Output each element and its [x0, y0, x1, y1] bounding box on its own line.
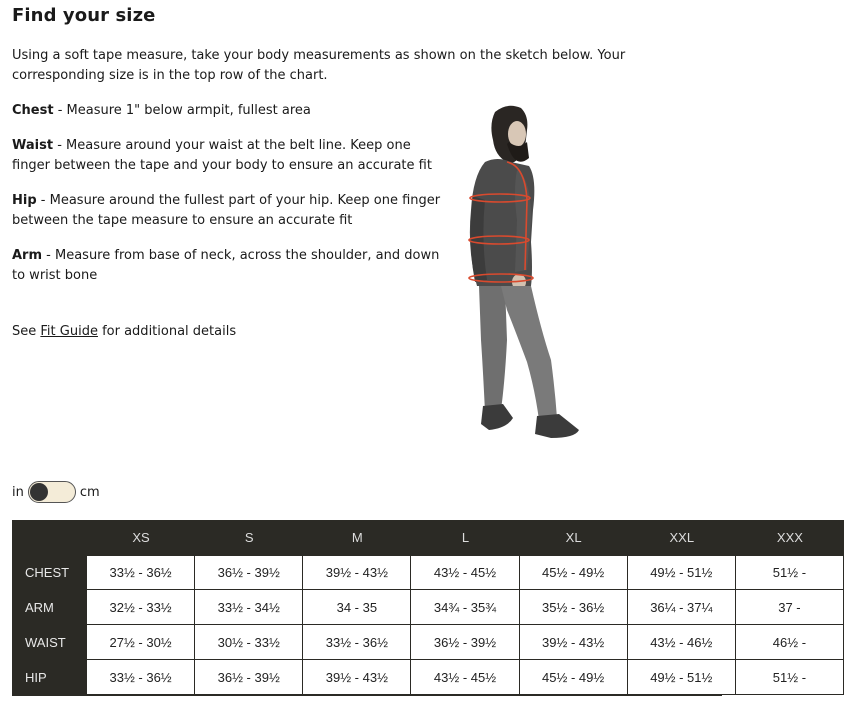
unit-cm-label[interactable]: cm: [79, 484, 100, 500]
corner-cell: [12, 520, 87, 555]
row-label: CHEST: [12, 555, 87, 590]
table-cell: 39½ - 43½: [520, 625, 628, 660]
size-header: L: [411, 520, 519, 555]
fit-guide-note: [12, 322, 452, 342]
chest-instruction: [12, 101, 452, 121]
waist-label: Waist: [12, 138, 54, 153]
size-header: XXX: [736, 520, 844, 555]
table-row: [12, 625, 844, 660]
size-header: XS: [87, 520, 195, 555]
unit-toggle[interactable]: [28, 481, 76, 503]
table-cell: 37 -: [736, 590, 844, 625]
arm-text: - Measure from base of neck, across the shoulder, and down to wrist bone: [12, 248, 440, 283]
table-cell: 27½ - 30½: [87, 625, 195, 660]
hip-text: - Measure around the fullest part of your hip. Keep one finger between the tape measure to ensure an accurate fit: [12, 193, 441, 228]
table-row: [12, 555, 844, 590]
table-cell: 33½ - 36½: [303, 625, 411, 660]
table-cell: 33½ - 36½: [87, 555, 195, 590]
table-cell: 49½ - 51½: [628, 660, 736, 695]
table-cell: 30½ - 33½: [195, 625, 303, 660]
size-header: M: [303, 520, 411, 555]
table-cell: 33½ - 34½: [195, 590, 303, 625]
size-header: XL: [520, 520, 628, 555]
row-label: HIP: [12, 660, 87, 695]
hip-instruction: [12, 191, 452, 231]
toggle-knob: [30, 483, 48, 501]
size-header: XXL: [628, 520, 736, 555]
intro-text: Using a soft tape measure, take your body measurements as shown on the sketch below. Your corresponding size is in the top row of the chart.: [12, 48, 626, 83]
row-label: ARM: [12, 590, 87, 625]
table-cell: 36½ - 39½: [195, 555, 303, 590]
chest-text: - Measure 1" below armpit, fullest area: [53, 103, 311, 118]
table-cell: 51½ -: [736, 660, 844, 695]
waist-text: - Measure around your waist at the belt line. Keep one finger between the tape and your body to ensure an accurate fit: [12, 138, 432, 173]
table-cell: 43½ - 45½: [411, 660, 519, 695]
table-cell: 46½ -: [736, 625, 844, 660]
table-cell: 34¾ - 35¾: [411, 590, 519, 625]
table-cell: 45½ - 49½: [520, 660, 628, 695]
table-cell: 36½ - 39½: [411, 625, 519, 660]
table-cell: 39½ - 43½: [303, 660, 411, 695]
unit-switch: [12, 480, 100, 504]
table-cell: 43½ - 45½: [411, 555, 519, 590]
table-cell: 34 - 35: [303, 590, 411, 625]
table-cell: 49½ - 51½: [628, 555, 736, 590]
table-cell: 45½ - 49½: [520, 555, 628, 590]
table-cell: 35½ - 36½: [520, 590, 628, 625]
table-cell: 39½ - 43½: [303, 555, 411, 590]
table-cell: 36½ - 39½: [195, 660, 303, 695]
page-title: Find your size: [12, 5, 156, 26]
table-cell: 51½ -: [736, 555, 844, 590]
table-cell: 36¼ - 37¼: [628, 590, 736, 625]
table-row: [12, 590, 844, 625]
fit-guide-suffix: for additional details: [97, 324, 237, 339]
row-label: WAIST: [12, 625, 87, 660]
unit-in-label[interactable]: in: [12, 484, 24, 500]
table-row: [12, 660, 844, 695]
waist-instruction: [12, 136, 452, 176]
fit-guide-link[interactable]: Fit Guide: [40, 324, 98, 339]
hip-label: Hip: [12, 193, 37, 208]
size-header: S: [195, 520, 303, 555]
table-cell: 33½ - 36½: [87, 660, 195, 695]
chest-label: Chest: [12, 103, 54, 118]
arm-label: Arm: [12, 248, 43, 263]
size-chart: [12, 520, 807, 696]
arm-instruction: [12, 246, 452, 286]
measurement-sketch-image: [455, 100, 595, 450]
table-cell: 43½ - 46½: [628, 625, 736, 660]
table-cell: 32½ - 33½: [87, 590, 195, 625]
size-header-row: [12, 520, 844, 555]
size-table: [12, 520, 844, 695]
fit-guide-prefix: See: [12, 324, 41, 339]
